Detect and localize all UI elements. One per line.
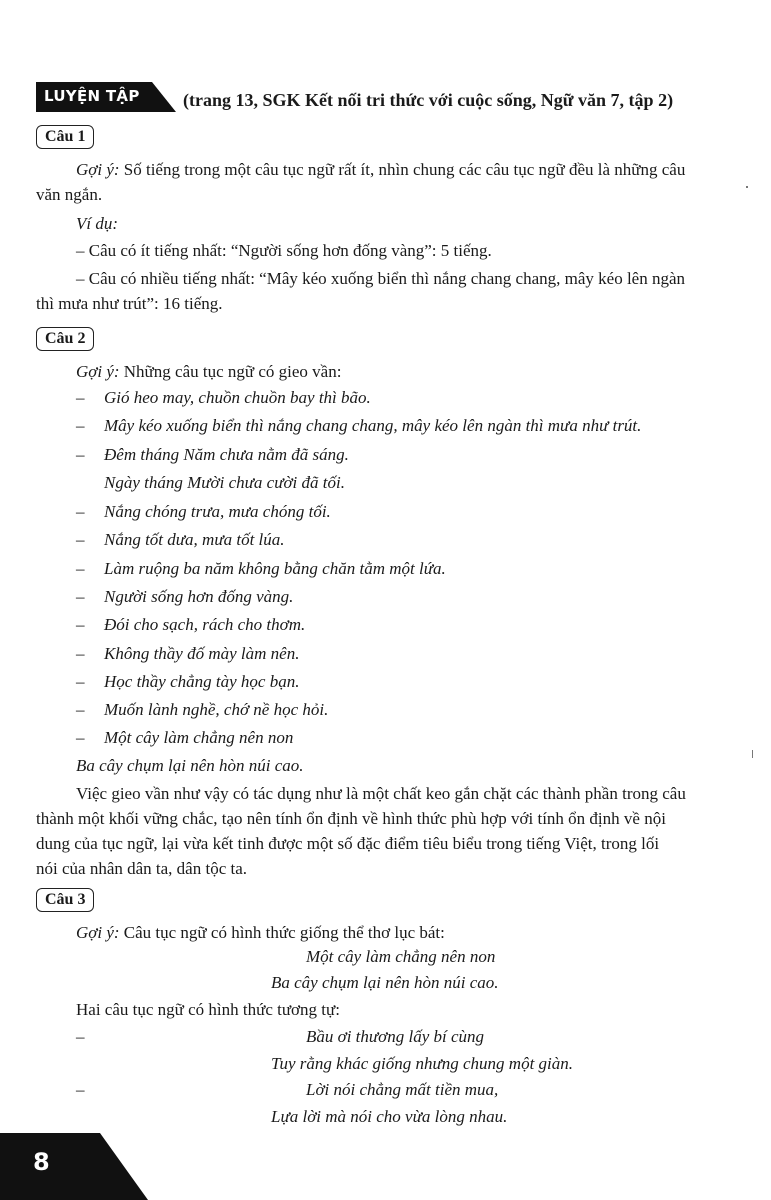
q1-example-2-line1: – Câu có nhiều tiếng nhất: “Mây kéo xuống biển thì nắng chang chang, mây kéo lên ngàn: [76, 269, 686, 288]
scan-speck: [752, 750, 753, 758]
q2-hint-prefix: Gợi ý:: [76, 362, 120, 381]
list-item: Một cây làm chẳng nên non: [104, 728, 294, 747]
list-dash: –: [76, 530, 85, 549]
list-item: Người sống hơn đống vàng.: [104, 587, 294, 606]
q2-paragraph-line: Việc gieo vần như vậy có tác dụng như là một chất keo gắn chặt các thành phần trong câu: [76, 784, 686, 803]
q3-similar-intro: Hai câu tục ngữ có hình thức tương tự:: [76, 1000, 340, 1019]
list-item: Nắng chóng trưa, mưa chóng tối.: [104, 502, 331, 521]
list-dash: –: [76, 644, 85, 663]
section-subtitle: (trang 13, SGK Kết nối tri thức với cuộc sống, Ngữ văn 7, tập 2): [183, 90, 674, 110]
list-item: Không thầy đố mày làm nên.: [104, 644, 300, 663]
list-item: Muốn lành nghề, chớ nề học hỏi.: [104, 700, 329, 719]
list-dash: –: [76, 672, 85, 691]
list-dash: –: [76, 587, 85, 606]
list-dash: –: [76, 700, 85, 719]
page-number: 8: [33, 1148, 50, 1176]
q2-hint: [76, 361, 341, 383]
verse-line: Lời nói chẳng mất tiền mua,: [306, 1080, 499, 1099]
question-3-label: Câu 3: [36, 888, 94, 912]
verse-line: Ba cây chụm lại nên hòn núi cao.: [271, 973, 499, 992]
q1-example-2-line2: thì mưa như trút”: 16 tiếng.: [36, 294, 223, 313]
list-item: Đói cho sạch, rách cho thơm.: [104, 615, 306, 634]
list-dash: –: [76, 445, 85, 464]
q1-hint-prefix: Gợi ý:: [76, 160, 120, 179]
q3-hint: [76, 922, 445, 944]
q1-example-1: – Câu có ít tiếng nhất: “Người sống hơn đống vàng”: 5 tiếng.: [76, 241, 492, 260]
q1-hint: [76, 159, 685, 181]
list-dash: –: [76, 1080, 85, 1099]
list-item: Gió heo may, chuồn chuồn bay thì bão.: [104, 388, 371, 407]
list-item: Đêm tháng Năm chưa nằm đã sáng.: [104, 445, 349, 464]
list-item: Học thầy chẳng tày học bạn.: [104, 672, 300, 691]
q3-hint-text: Câu tục ngữ có hình thức giống thể thơ lục bát:: [119, 923, 445, 942]
list-item-continuation: Ngày tháng Mười chưa cười đã tối.: [104, 473, 345, 492]
list-item: Nắng tốt dưa, mưa tốt lúa.: [104, 530, 285, 549]
verse-line: Lựa lời mà nói cho vừa lòng nhau.: [271, 1107, 508, 1126]
q1-hint-line1: Số tiếng trong một câu tục ngữ rất ít, nhìn chung các câu tục ngữ đều là những câu: [119, 160, 686, 179]
q1-example-label: Ví dụ:: [76, 214, 119, 233]
list-dash: –: [76, 1027, 85, 1046]
list-dash: –: [76, 728, 85, 747]
question-2-label: Câu 2: [36, 327, 94, 351]
question-1-label: Câu 1: [36, 125, 94, 149]
list-dash: –: [76, 416, 85, 435]
section-banner-title: LUYỆN TẬP: [44, 87, 140, 105]
list-dash: –: [76, 615, 85, 634]
list-item: Mây kéo xuống biển thì nắng chang chang, mây kéo lên ngàn thì mưa như trút.: [104, 416, 642, 435]
q1-hint-line2: văn ngắn.: [36, 185, 103, 204]
scan-speck: [746, 186, 748, 188]
verse-line: Bầu ơi thương lấy bí cùng: [306, 1027, 485, 1046]
list-dash: –: [76, 559, 85, 578]
q2-paragraph-line: nói của nhân dân ta, dân tộc ta.: [36, 859, 248, 878]
list-dash: –: [76, 388, 85, 407]
verse-line: Một cây làm chẳng nên non: [306, 947, 496, 966]
list-item: Làm ruộng ba năm không bằng chăn tằm một lứa.: [104, 559, 446, 578]
q2-paragraph-line: dung của tục ngữ, lại vừa kết tinh được một số đặc điểm tiêu biểu trong tiếng Việt, trong lối: [36, 834, 660, 853]
q2-paragraph-line: thành một khối vững chắc, tạo nên tính ổn định về hình thức phù hợp với tính ổn định về nội: [36, 809, 666, 828]
verse-line: Tuy rằng khác giống nhưng chung một giàn.: [271, 1054, 574, 1073]
q3-hint-prefix: Gợi ý:: [76, 923, 120, 942]
q2-hint-text: Những câu tục ngữ có gieo vần:: [119, 362, 342, 381]
list-dash: –: [76, 502, 85, 521]
list-item-continuation: Ba cây chụm lại nên hòn núi cao.: [76, 756, 304, 775]
page-number-tab: [0, 1133, 148, 1200]
